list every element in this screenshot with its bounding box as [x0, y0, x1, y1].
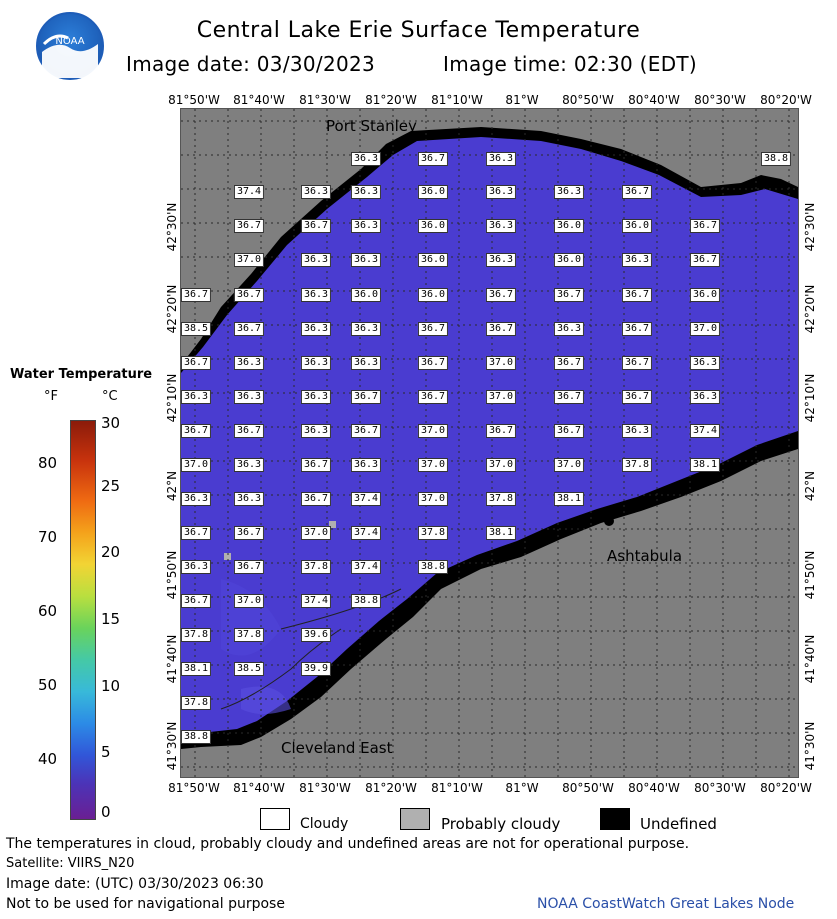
- temperature-label: 36.3: [181, 492, 211, 506]
- latitude-label: 42°30'N: [165, 202, 179, 252]
- city-ashtabula: Ashtabula: [607, 547, 683, 565]
- temperature-label: 36.7: [181, 526, 211, 540]
- temperature-label: 36.7: [486, 424, 516, 438]
- latitude-label: 41°50'N: [803, 550, 817, 600]
- temperature-label: 36.7: [690, 219, 720, 233]
- temperature-label: 37.8: [234, 628, 264, 642]
- temperature-label: 37.0: [486, 356, 516, 370]
- temperature-label: 36.7: [418, 152, 448, 166]
- temperature-label: 36.3: [351, 458, 381, 472]
- temperature-label: 36.3: [351, 356, 381, 370]
- temperature-label: 36.3: [234, 390, 264, 404]
- longitude-label: 81°W: [505, 93, 539, 107]
- image-time: Image time: 02:30 (EDT): [443, 52, 698, 76]
- temperature-label: 36.3: [351, 322, 381, 336]
- temperature-label: 38.1: [486, 526, 516, 540]
- temperature-label: 36.3: [301, 356, 331, 370]
- temperature-label: 36.7: [234, 424, 264, 438]
- temperature-label: 36.3: [622, 424, 652, 438]
- page-title: Central Lake Erie Surface Temperature: [196, 18, 641, 43]
- latitude-label: 41°30'N: [165, 721, 179, 771]
- longitude-label: 80°30'W: [694, 93, 746, 107]
- temperature-label: 36.7: [234, 526, 264, 540]
- city-cleveland-east: Cleveland East: [281, 739, 393, 757]
- temperature-label: 36.7: [418, 390, 448, 404]
- longitude-label: 81°40'W: [233, 93, 285, 107]
- temperature-label: 36.3: [301, 424, 331, 438]
- city-port-stanley: Port Stanley: [326, 117, 417, 135]
- fahrenheit-tick: 60: [38, 602, 58, 620]
- temperature-label: 37.0: [690, 322, 720, 336]
- longitude-label: 81°10'W: [431, 93, 483, 107]
- celsius-tick: 5: [101, 743, 111, 761]
- temperature-label: 37.4: [351, 560, 381, 574]
- longitude-label: 81°20'W: [365, 93, 417, 107]
- lake-map-canvas: [181, 109, 798, 777]
- latitude-label: 42°N: [165, 470, 179, 502]
- temperature-label: 37.0: [418, 424, 448, 438]
- temperature-label: 36.3: [690, 390, 720, 404]
- temperature-label: 36.7: [554, 424, 584, 438]
- temperature-label: 36.3: [351, 185, 381, 199]
- latitude-label: 41°40'N: [803, 634, 817, 684]
- temperature-label: 36.3: [690, 356, 720, 370]
- disclaimer: The temperatures in cloud, probably cloudy and undefined areas are not for operational purpose.: [6, 836, 690, 852]
- temperature-label: 37.0: [181, 458, 211, 472]
- undefined-swatch: [600, 808, 630, 830]
- temperature-label: 37.0: [234, 594, 264, 608]
- temperature-label: 36.3: [301, 390, 331, 404]
- temperature-label: 36.3: [486, 219, 516, 233]
- longitude-label: 81°W: [505, 781, 539, 795]
- temperature-label: 36.3: [486, 152, 516, 166]
- color-scale-bar: [70, 420, 96, 820]
- temperature-label: 36.3: [554, 185, 584, 199]
- temperature-label: 36.7: [554, 390, 584, 404]
- longitude-label: 81°20'W: [365, 781, 417, 795]
- temperature-label: 37.0: [554, 458, 584, 472]
- temperature-label: 36.0: [351, 288, 381, 302]
- temperature-label: 37.0: [486, 390, 516, 404]
- temperature-label: 37.4: [351, 526, 381, 540]
- temperature-label: 36.3: [301, 288, 331, 302]
- temperature-label: 39.6: [301, 628, 331, 642]
- temperature-label: 36.3: [181, 390, 211, 404]
- cleveland-marker: [264, 720, 274, 730]
- celsius-tick: 25: [101, 477, 121, 495]
- temperature-label: 37.4: [234, 185, 264, 199]
- fahrenheit-tick: 80: [38, 454, 58, 472]
- temperature-label: 36.7: [351, 390, 381, 404]
- longitude-label: 80°40'W: [628, 93, 680, 107]
- temperature-label: 37.0: [234, 253, 264, 267]
- longitude-label: 81°30'W: [299, 781, 351, 795]
- latitude-label: 42°N: [803, 470, 817, 502]
- temperature-label: 36.7: [301, 458, 331, 472]
- temperature-label: 36.0: [418, 288, 448, 302]
- temperature-label: 37.4: [301, 594, 331, 608]
- longitude-label: 80°50'W: [562, 93, 614, 107]
- temperature-label: 36.7: [486, 322, 516, 336]
- longitude-label: 81°50'W: [168, 781, 220, 795]
- longitude-label: 81°40'W: [233, 781, 285, 795]
- temperature-label: 36.7: [486, 288, 516, 302]
- temperature-label: 36.7: [301, 219, 331, 233]
- latitude-label: 42°20'N: [165, 284, 179, 334]
- celsius-tick: 30: [101, 414, 121, 432]
- temperature-label: 36.7: [418, 322, 448, 336]
- celsius-tick: 0: [101, 803, 111, 821]
- latitude-label: 42°30'N: [803, 202, 817, 252]
- temperature-label: 36.0: [690, 288, 720, 302]
- temperature-label: 36.7: [690, 253, 720, 267]
- legend-title: Water Temperature: [10, 367, 153, 382]
- temperature-label: 37.8: [418, 526, 448, 540]
- temperature-label: 36.7: [234, 322, 264, 336]
- longitude-label: 80°50'W: [562, 781, 614, 795]
- temperature-label: 37.8: [622, 458, 652, 472]
- temperature-label: 36.7: [622, 185, 652, 199]
- temperature-label: 36.7: [181, 288, 211, 302]
- temperature-label: 36.7: [351, 424, 381, 438]
- temperature-label: 37.0: [486, 458, 516, 472]
- temperature-label: 36.7: [181, 356, 211, 370]
- probably-cloudy-label: Probably cloudy: [441, 815, 561, 833]
- temperature-label: 36.3: [486, 185, 516, 199]
- temperature-label: 36.3: [554, 322, 584, 336]
- temperature-label: 36.7: [622, 390, 652, 404]
- temperature-label: 37.8: [181, 696, 211, 710]
- temperature-label: 36.7: [181, 594, 211, 608]
- image-date: Image date: 03/30/2023: [126, 52, 376, 76]
- temperature-label: 37.0: [418, 458, 448, 472]
- fahrenheit-tick: 70: [38, 528, 58, 546]
- credit: NOAA CoastWatch Great Lakes Node: [537, 896, 795, 912]
- temperature-label: 36.7: [622, 356, 652, 370]
- legend-f-label: °F: [44, 389, 58, 404]
- longitude-label: 80°20'W: [760, 781, 812, 795]
- temperature-label: 37.0: [301, 526, 331, 540]
- fahrenheit-tick: 50: [38, 676, 58, 694]
- temperature-label: 38.1: [690, 458, 720, 472]
- temperature-label: 37.0: [418, 492, 448, 506]
- cloudy-swatch: [260, 808, 290, 830]
- lake-map: [180, 108, 799, 778]
- temperature-label: 36.7: [622, 322, 652, 336]
- temperature-label: 36.0: [418, 185, 448, 199]
- temperature-label: 37.8: [301, 560, 331, 574]
- temperature-label: 36.7: [301, 492, 331, 506]
- temperature-label: 36.7: [622, 288, 652, 302]
- temperature-label: 36.0: [554, 253, 584, 267]
- temperature-label: 36.7: [234, 560, 264, 574]
- longitude-label: 80°40'W: [628, 781, 680, 795]
- temperature-label: 36.7: [418, 356, 448, 370]
- temperature-label: 38.5: [181, 322, 211, 336]
- temperature-label: 38.8: [418, 560, 448, 574]
- undefined-label: Undefined: [640, 815, 717, 833]
- temperature-label: 38.8: [761, 152, 791, 166]
- temperature-label: 37.4: [690, 424, 720, 438]
- temperature-label: 36.3: [351, 253, 381, 267]
- latitude-label: 41°40'N: [165, 634, 179, 684]
- temperature-label: 36.7: [554, 288, 584, 302]
- longitude-label: 81°10'W: [431, 781, 483, 795]
- temperature-label: 38.5: [234, 662, 264, 676]
- temperature-label: 36.3: [181, 560, 211, 574]
- temperature-label: 38.8: [181, 730, 211, 744]
- temperature-label: 37.4: [351, 492, 381, 506]
- longitude-label: 81°50'W: [168, 93, 220, 107]
- temperature-label: 36.3: [301, 253, 331, 267]
- temperature-label: 36.7: [234, 288, 264, 302]
- temperature-label: 36.3: [234, 492, 264, 506]
- temperature-label: 36.3: [234, 356, 264, 370]
- celsius-tick: 15: [101, 610, 121, 628]
- longitude-label: 80°20'W: [760, 93, 812, 107]
- temperature-label: 38.8: [351, 594, 381, 608]
- temperature-label: 36.3: [351, 219, 381, 233]
- svg-text:NOAA: NOAA: [55, 36, 85, 47]
- temperature-label: 36.3: [301, 322, 331, 336]
- temperature-label: 36.0: [418, 253, 448, 267]
- celsius-tick: 20: [101, 543, 121, 561]
- temperature-label: 36.3: [234, 458, 264, 472]
- temperature-label: 39.9: [301, 662, 331, 676]
- temperature-label: 36.7: [234, 219, 264, 233]
- navigation-note: Not to be used for navigational purpose: [6, 896, 285, 912]
- latitude-label: 41°50'N: [165, 550, 179, 600]
- ashtabula-marker: [604, 516, 614, 526]
- temperature-label: 38.1: [554, 492, 584, 506]
- temperature-label: 36.3: [301, 185, 331, 199]
- legend-c-label: °C: [102, 389, 118, 404]
- probably-cloudy-swatch: [400, 808, 430, 830]
- longitude-label: 81°30'W: [299, 93, 351, 107]
- latitude-label: 42°10'N: [165, 373, 179, 423]
- latitude-label: 41°30'N: [803, 721, 817, 771]
- temperature-label: 36.3: [486, 253, 516, 267]
- cloudy-label: Cloudy: [300, 816, 349, 832]
- latitude-label: 42°10'N: [803, 373, 817, 423]
- temperature-label: 36.7: [554, 356, 584, 370]
- temperature-label: 37.8: [181, 628, 211, 642]
- temperature-label: 36.7: [181, 424, 211, 438]
- fahrenheit-tick: 40: [38, 750, 58, 768]
- temperature-label: 36.0: [622, 219, 652, 233]
- celsius-tick: 10: [101, 677, 121, 695]
- temperature-label: 38.1: [181, 662, 211, 676]
- satellite-info: Satellite: VIIRS_N20: [6, 856, 135, 871]
- temperature-label: 36.3: [622, 253, 652, 267]
- temperature-label: 36.0: [418, 219, 448, 233]
- temperature-label: 36.3: [351, 152, 381, 166]
- longitude-label: 80°30'W: [694, 781, 746, 795]
- utc-date: Image date: (UTC) 03/30/2023 06:30: [6, 876, 264, 892]
- latitude-label: 42°20'N: [803, 284, 817, 334]
- temperature-label: 37.8: [486, 492, 516, 506]
- temperature-label: 36.0: [554, 219, 584, 233]
